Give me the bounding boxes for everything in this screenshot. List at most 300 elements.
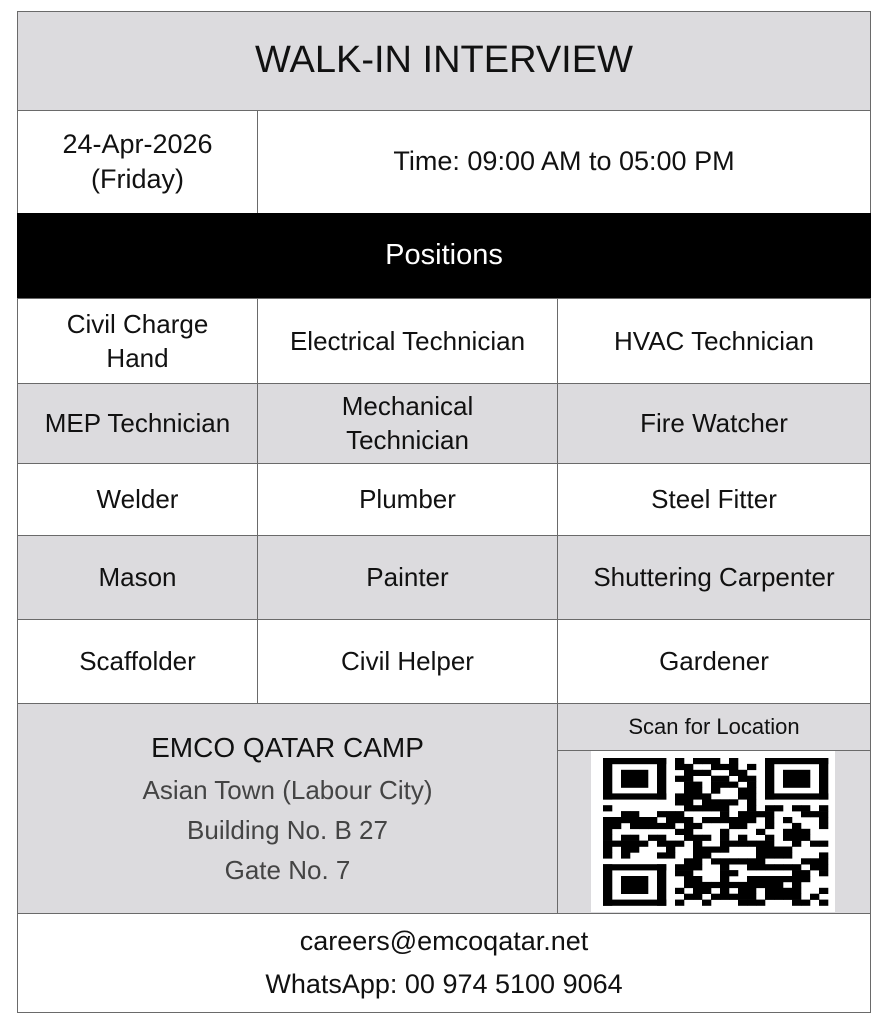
qr-module [720,870,729,876]
qr-module [783,829,792,835]
qr-module [747,788,756,794]
qr-module [603,758,666,764]
qr-module [819,870,828,876]
qr-module [621,835,630,841]
position-cell [557,298,871,385]
qr-module [621,847,630,853]
position-cell [257,619,558,705]
qr-module [765,882,774,888]
qr-module [711,817,720,823]
position-label: Welder [96,484,179,515]
qr-module [675,811,684,817]
qr-module [657,823,666,829]
qr-module [621,811,630,817]
qr-module [684,799,693,805]
contact-email[interactable]: careers@emcoqatar.net [299,925,589,956]
qr-module [684,770,693,776]
qr-module [819,823,828,829]
qr-module [783,894,792,900]
qr-module [747,888,756,894]
qr-module [729,782,738,788]
qr-module [765,841,774,847]
qr-module [630,835,639,841]
qr-module [747,864,756,870]
qr-module [648,823,657,829]
qr-module [720,841,729,847]
qr-module [801,870,810,876]
qr-module [801,835,810,841]
qr-module [783,876,792,882]
qr-module [756,841,765,847]
qr-label-text: Scan for Location [628,713,800,739]
qr-module [792,841,801,847]
title-text: WALK-IN INTERVIEW [255,39,633,82]
qr-module [693,758,702,764]
qr-module [819,841,828,847]
qr-module [738,823,747,829]
location-gate: Gate No. 7 [224,855,351,886]
qr-module [621,817,630,823]
qr-module [702,835,711,841]
position-cell [17,383,258,465]
qr-module [684,782,693,788]
qr-module [657,758,666,800]
qr-module [684,894,693,900]
qr-module [810,841,819,847]
position-cell [257,298,558,385]
qr-module [783,770,810,788]
qr-module [747,805,756,811]
qr-module [675,764,684,770]
qr-label [557,703,871,751]
qr-module [783,852,792,858]
position-cell [557,383,871,465]
qr-module [666,841,675,847]
qr-module [693,888,702,894]
qr-module [603,817,612,823]
qr-module [711,788,720,794]
time-text: Time: 09:00 AM to 05:00 PM [393,146,735,177]
qr-module [603,900,666,906]
qr-module [810,858,819,864]
qr-module [684,858,693,864]
qr-module [675,799,684,805]
qr-module [621,770,648,788]
position-label: Civil Helper [341,646,474,677]
location-building: Building No. B 27 [187,815,388,846]
qr-module [684,864,693,870]
qr-module [675,817,684,823]
qr-module [783,888,792,894]
qr-module [675,829,684,835]
qr-module [702,770,711,776]
qr-module [720,811,729,817]
qr-module [765,758,828,764]
qr-module [756,811,765,817]
qr-module [675,888,684,894]
qr-module [738,858,747,864]
position-label: Mechanical Technician [341,391,474,455]
qr-module [738,770,747,776]
qr-module [792,823,801,829]
qr-module [693,823,702,829]
qr-module [675,900,684,906]
qr-module [747,811,756,817]
qr-module [765,864,774,870]
qr-module [720,847,729,853]
qr-module [657,864,666,906]
qr-module [684,876,693,882]
qr-module [765,823,774,829]
position-label: Civil Charge Hand [66,308,209,373]
qr-module [720,799,729,805]
qr-module [612,823,621,829]
qr-module [693,852,702,858]
qr-module [675,776,684,782]
qr-module [684,776,693,782]
qr-module [702,882,711,888]
qr-module [612,841,621,847]
qr-module [630,817,639,823]
qr-module [702,852,711,858]
qr-module [693,841,702,847]
qr-module [774,852,783,858]
qr-module [675,870,684,876]
qr-module [729,841,738,847]
qr-module [666,852,675,858]
position-label: Electrical Technician [289,325,526,356]
qr-module [639,823,648,829]
qr-module [666,823,675,829]
position-label: Gardener [659,646,769,677]
qr-module [603,823,612,829]
qr-module [792,835,801,841]
qr-module [684,805,693,811]
location-block [17,703,558,914]
qr-module [738,894,747,900]
qr-module [693,805,702,811]
qr-module [738,888,747,894]
position-label: Plumber [359,484,456,515]
qr-module [801,876,810,882]
qr-module [810,894,819,900]
qr-module [738,811,747,817]
qr-module [603,829,612,835]
page-title [17,11,871,111]
qr-module [747,799,756,805]
qr-module [774,847,783,853]
qr-module [819,817,828,823]
qr-module [675,793,684,799]
qr-module [774,876,783,882]
qr-module [756,852,765,858]
qr-module [783,864,792,870]
qr-module [684,829,693,835]
qr-module [657,841,666,847]
position-label: MEP Technician [44,408,231,439]
qr-module [738,793,747,799]
qr-module [720,776,729,782]
position-cell [257,383,558,465]
qr-module [765,758,774,800]
qr-module [783,847,792,853]
position-cell [557,535,871,621]
qr-module [702,799,711,805]
qr-module [684,835,693,841]
positions-header-text: Positions [385,239,503,272]
qr-module [756,882,765,888]
qr-module [765,847,774,853]
qr-module [711,782,720,788]
qr-module [801,811,810,817]
qr-module [747,841,756,847]
qr-module [819,805,828,811]
contact-block [17,913,871,1013]
qr-module [720,876,729,882]
qr-module [756,864,765,870]
qr-module [738,841,747,847]
qr-module [630,841,639,847]
qr-module [711,758,720,764]
qr-module [621,852,630,858]
qr-module [747,782,756,788]
qr-module [693,876,702,882]
qr-module [801,805,810,811]
qr-module [801,829,810,835]
qr-module [729,764,738,770]
qr-module [684,793,693,799]
qr-module [720,864,729,870]
qr-module [603,758,612,800]
qr-module [603,864,666,870]
qr-module [675,841,684,847]
location-area: Asian Town (Labour City) [142,774,433,805]
qr-module [720,888,729,894]
qr-module [648,835,657,841]
qr-module [819,811,828,817]
qr-module [783,835,792,841]
qr-module [603,805,612,811]
qr-module [774,805,783,811]
qr-module [693,835,702,841]
qr-module [702,847,711,853]
qr-module [711,764,720,770]
qr-module [630,811,639,817]
qr-module [693,858,702,864]
qr-module [765,835,774,841]
qr-module [747,817,756,823]
qr-module [693,864,702,870]
day-text: (Friday) [91,164,184,194]
qr-module [738,882,747,888]
qr-module [693,782,702,788]
qr-module [666,817,675,823]
date-text: 24-Apr-2026 [62,128,213,159]
qr-module [666,847,675,853]
position-label: Painter [366,562,449,593]
qr-module [747,764,756,770]
qr-module [774,882,783,888]
qr-module [720,782,729,788]
qr-module [711,894,720,900]
qr-module [774,888,783,894]
qr-module [747,793,756,799]
qr-module [747,894,756,900]
qr-module [711,858,720,864]
interview-time [257,110,871,214]
qr-module [720,858,729,864]
qr-module [621,841,630,847]
qr-module [792,876,801,882]
qr-module [756,847,765,853]
qr-module [720,894,729,900]
qr-module [711,805,720,811]
qr-module [747,858,756,864]
position-cell [557,619,871,705]
qr-module [630,847,639,853]
position-cell [17,298,258,385]
qr-module [738,776,747,782]
contact-whatsapp[interactable]: WhatsApp: 00 974 5100 9064 [265,969,623,999]
qr-module [720,829,729,835]
qr-module [630,823,639,829]
qr-module [603,852,612,858]
qr-module [819,852,828,858]
qr-module [648,817,657,823]
qr-module [684,764,693,770]
qr-module [693,894,702,900]
position-cell [17,463,258,537]
qr-module [729,799,738,805]
position-cell [257,535,558,621]
qr-module [729,817,738,823]
qr-module [693,788,702,794]
qr-module [639,841,648,847]
qr-module [819,888,828,894]
qr-module [810,811,819,817]
qr-module [675,758,684,764]
location-qr-code[interactable] [591,751,835,912]
qr-module [819,900,828,906]
qr-module [702,805,711,811]
qr-module [720,805,729,811]
qr-module [765,811,774,817]
qr-module [801,858,810,864]
qr-module [729,770,738,776]
qr-module [729,894,738,900]
qr-module [756,876,765,882]
qr-module [693,847,702,853]
qr-module [729,882,738,888]
position-label: Steel Fitter [651,484,777,515]
position-cell [257,463,558,537]
qr-module [747,882,756,888]
qr-module [603,864,612,906]
position-label: HVAC Technician [614,325,814,356]
qr-module [756,858,765,864]
qr-module [738,817,747,823]
qr-module [729,823,738,829]
qr-module [792,864,801,870]
qr-module [765,894,774,900]
qr-module [738,835,747,841]
qr-module [666,811,675,817]
qr-module [603,835,612,841]
qr-module [801,900,810,906]
qr-module [693,793,702,799]
qr-module [792,888,801,894]
qr-module [702,758,711,764]
qr-module [765,876,774,882]
qr-module [702,793,711,799]
qr-module [819,858,828,864]
qr-module [765,852,774,858]
qr-module [792,900,801,906]
qr-module [765,805,774,811]
qr-module [819,758,828,800]
qr-module [720,817,729,823]
qr-module [819,864,828,870]
qr-module [603,847,612,853]
qr-module [711,799,720,805]
qr-module [774,864,783,870]
qr-module [639,817,648,823]
positions-header [17,213,871,299]
qr-module [702,900,711,906]
location-name: EMCO QATAR CAMP [151,732,424,764]
position-label: Mason [98,562,177,593]
qr-module [729,858,738,864]
position-label: Fire Watcher [640,408,788,439]
qr-module [720,882,729,888]
qr-module [702,888,711,894]
qr-module [747,776,756,782]
qr-module [765,817,774,823]
qr-module [756,829,765,835]
qr-module [738,788,747,794]
qr-module [738,900,747,906]
qr-module [603,793,666,799]
qr-module [684,817,693,823]
qr-module [657,811,666,817]
qr-module [612,817,621,823]
qr-module [792,870,801,876]
qr-module [657,852,666,858]
qr-module [702,817,711,823]
position-cell [17,619,258,705]
position-label: Shuttering Carpenter [593,562,835,593]
qr-module [684,788,693,794]
qr-module [747,900,756,906]
qr-module [711,882,720,888]
qr-module [765,888,774,894]
qr-module [711,776,720,782]
qr-module [792,894,801,900]
qr-module [783,817,792,823]
interview-date [17,110,258,214]
position-cell [557,463,871,537]
qr-module [675,864,684,870]
qr-module [774,894,783,900]
qr-module [621,876,648,894]
qr-module [729,870,738,876]
qr-module [765,793,828,799]
qr-module [747,876,756,882]
qr-module [693,882,702,888]
qr-module [792,829,801,835]
qr-module [729,758,738,764]
qr-module [792,805,801,811]
